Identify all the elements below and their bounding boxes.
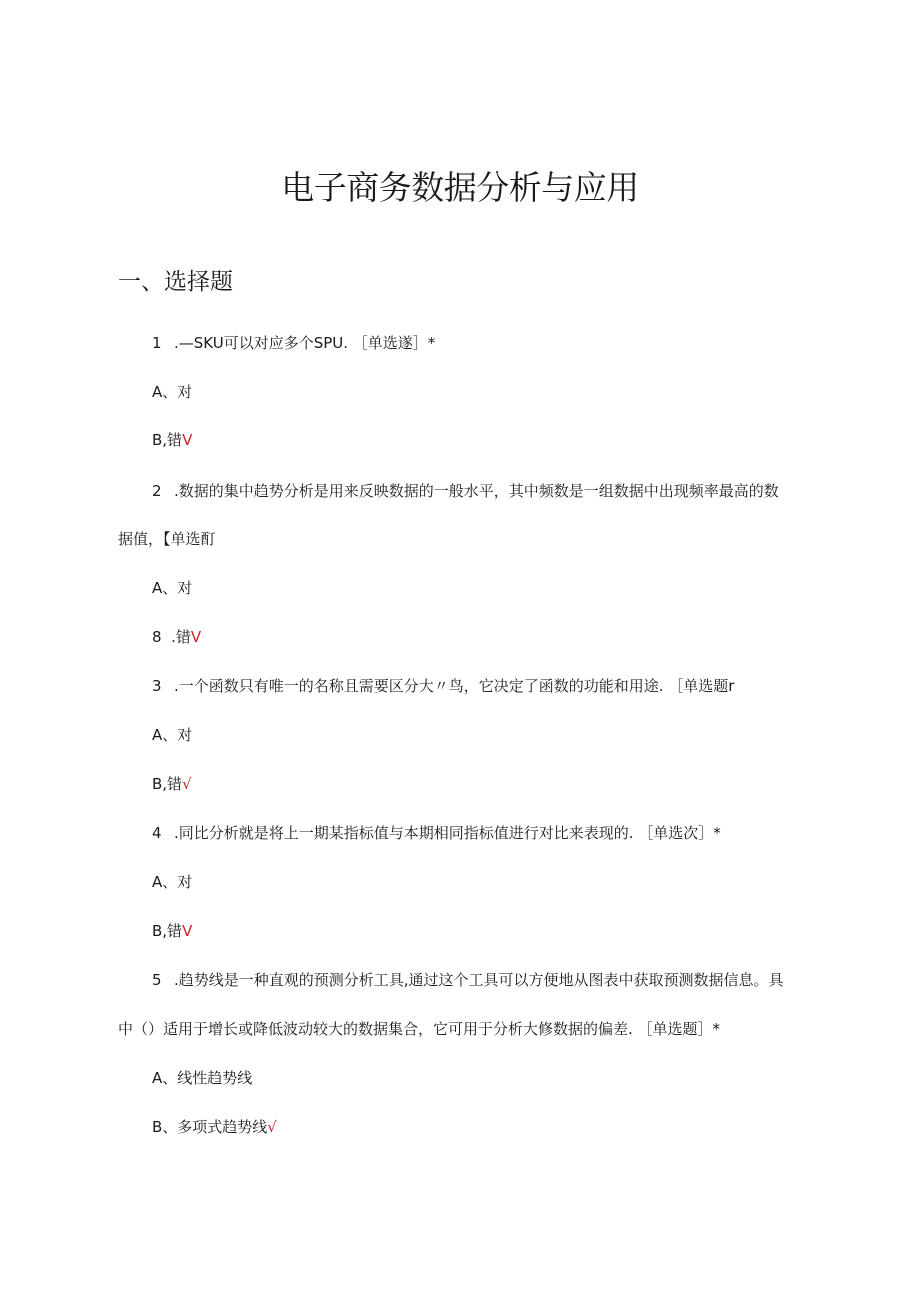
question-4 bbox=[152, 822, 721, 844]
option-text: A、线性趋势线 bbox=[152, 1069, 253, 1087]
question-text: .趋势线是一种直观的预测分析工具,通过这个工具可以方便地从图表中获取预测数据信息。具 bbox=[174, 971, 784, 989]
option-2a bbox=[152, 577, 192, 599]
question-2-continuation: 据值，【单选酊 bbox=[118, 530, 216, 548]
option-text: A、对 bbox=[152, 579, 193, 597]
question-number: 3 bbox=[152, 677, 162, 695]
question-text: .—SKU可以对应多个SPU. ［单选遂］* bbox=[174, 334, 436, 352]
option-3b bbox=[152, 773, 192, 795]
question-text: .一个函数只有唯一的名称且需要区分大〃鸟，它决定了函数的功能和用途. ［单选题r bbox=[174, 677, 735, 695]
answer-check-mark: V bbox=[182, 431, 193, 449]
question-5-continuation: 中（）适用于增长或降低波动较大的数据集合，它可用于分析大修数据的偏差. ［单选题］* bbox=[118, 1020, 721, 1038]
question-number: 4 bbox=[152, 824, 162, 842]
option-text: B,错 bbox=[152, 922, 183, 940]
option-1b bbox=[152, 429, 192, 451]
option-4b bbox=[152, 920, 192, 942]
question-text: .数据的集中趋势分析是用来反映数据的一般水平，其中频数是一组数据中出现频率最高的数 bbox=[174, 482, 779, 500]
option-text: 8 .错 bbox=[152, 628, 191, 646]
option-text: B,错 bbox=[152, 431, 183, 449]
question-text: .同比分析就是将上一期某指标值与本期相同指标值进行对比来表现的. ［单选次］* bbox=[174, 824, 721, 842]
option-text: B、多项式趋势线 bbox=[152, 1118, 268, 1136]
answer-check-mark: V bbox=[190, 628, 202, 646]
question-number: 2 bbox=[152, 482, 162, 500]
question-2 bbox=[152, 480, 779, 502]
option-1a bbox=[152, 381, 192, 403]
question-number: 1 bbox=[152, 334, 162, 352]
option-text: A、对 bbox=[152, 726, 193, 744]
document-title: 电子商务数据分析与应用 bbox=[281, 168, 639, 207]
option-text: B,错 bbox=[152, 775, 183, 793]
option-text: A、对 bbox=[152, 873, 193, 891]
option-2b bbox=[152, 626, 201, 648]
option-text: A、对 bbox=[152, 383, 193, 401]
answer-check-mark: V bbox=[182, 922, 193, 940]
option-5a bbox=[152, 1067, 252, 1089]
question-3 bbox=[152, 675, 734, 697]
answer-check-mark: √ bbox=[267, 1118, 277, 1136]
option-5b bbox=[152, 1116, 277, 1138]
option-3a bbox=[152, 724, 192, 746]
question-5 bbox=[152, 969, 784, 991]
answer-check-mark: √ bbox=[182, 775, 192, 793]
option-4a bbox=[152, 871, 192, 893]
question-number: 5 bbox=[152, 971, 162, 989]
question-1 bbox=[152, 332, 435, 354]
section-heading: 一、选择题 bbox=[118, 269, 233, 295]
